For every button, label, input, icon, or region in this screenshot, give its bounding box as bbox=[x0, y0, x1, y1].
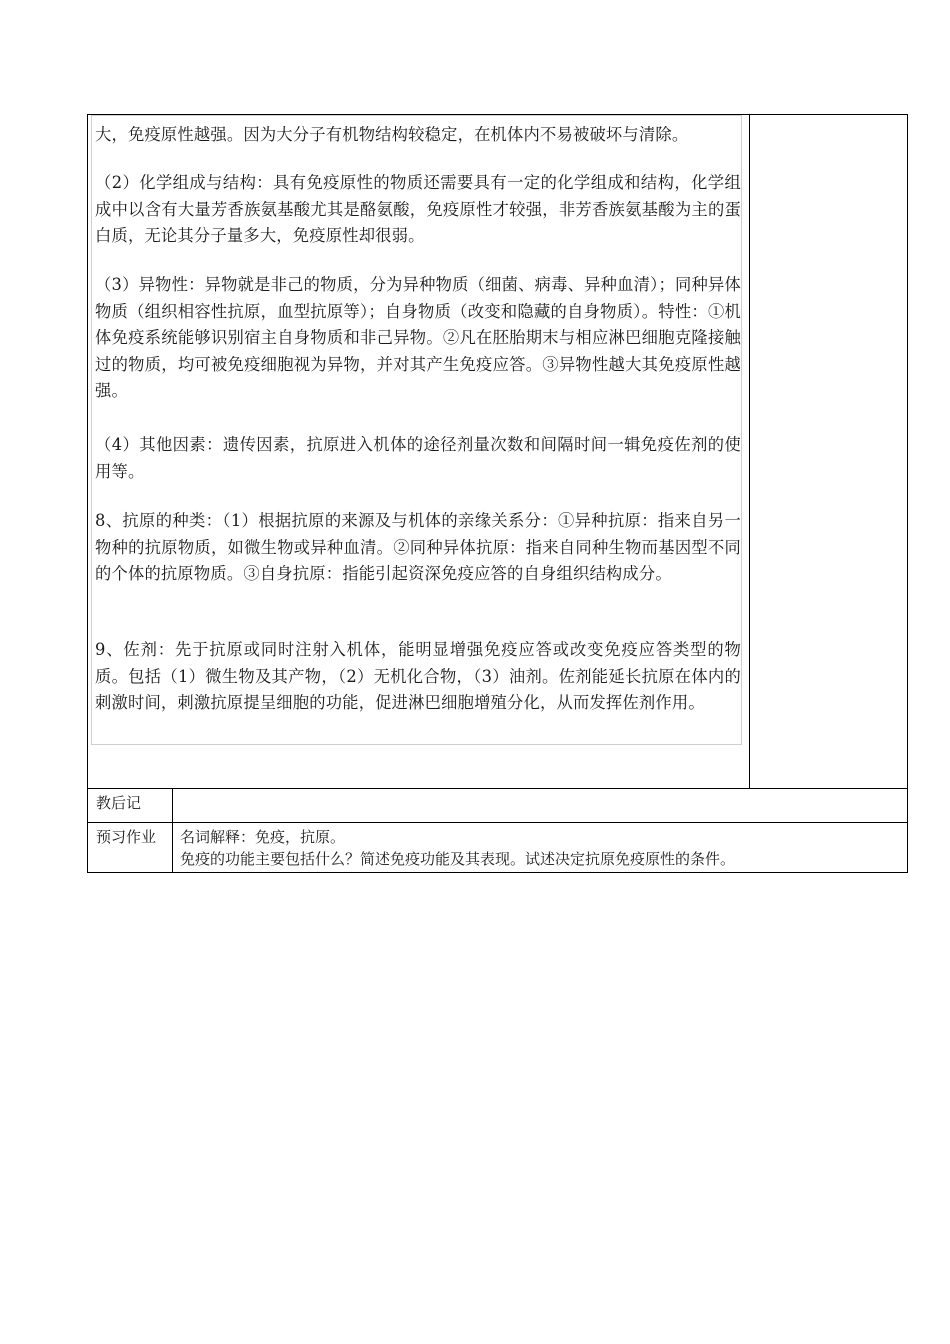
table-left-border bbox=[87, 114, 88, 873]
paragraph-other-factors: （4）其他因素：遗传因素，抗原进入机体的途径剂量次数和间隔时间一辑免疫佐剂的使用等。 bbox=[95, 435, 741, 481]
row-divider-reflection bbox=[87, 788, 908, 789]
row-divider-homework bbox=[87, 822, 908, 823]
table-bottom-border bbox=[87, 872, 908, 873]
paragraph-foreignness: （3）异物性：异物就是非己的物质，分为异种物质（细菌、病毒、异种血清）；同种异体物质（组织相容性抗原，血型抗原等）；自身物质（改变和隐藏的自身物质）。特性：①机体免疫系统能够识别宿主自身物质和非己异物。②凡在胚胎期末与相应淋巴细胞克隆接触过的物质，均可被免疫细胞视为异物，并对其产生免疫应答。③异物性越大其免疫原性越强。 bbox=[95, 275, 741, 400]
paragraph-antigen-types: 8、抗原的种类：（1）根据抗原的来源及与机体的亲缘关系分：①异种抗原：指来自另一物种的抗原物质，如微生物或异种血清。②同种异体抗原：指来自同种生物而基因型不同的个体的抗原物质。③自身抗原：指能引起资深免疫应答的自身组织结构成分。 bbox=[95, 511, 741, 583]
table-right-border bbox=[907, 114, 908, 873]
homework-line-1: 名词解释：免疫，抗原。 bbox=[180, 828, 346, 846]
paragraph-chemical-composition: （2）化学组成与结构：具有免疫原性的物质还需要具有一定的化学组成和结构，化学组成中以含有大量芳香族氨基酸尤其是酪氨酸，免疫原性才较强，非芳香族氨基酸为主的蛋白质，无论其分子量多大，免疫原性却很弱。 bbox=[95, 173, 741, 245]
label-column-divider bbox=[172, 788, 173, 873]
reflection-label: 教后记 bbox=[96, 794, 142, 812]
content-column-divider bbox=[749, 114, 750, 788]
homework-label: 预习作业 bbox=[96, 828, 157, 846]
paragraph-molecular-size: 大，免疫原性越强。因为大分子有机物结构较稳定，在机体内不易被破坏与清除。 bbox=[95, 125, 689, 144]
paragraph-adjuvant: 9、佐剂：先于抗原或同时注射入机体，能明显增强免疫应答或改变免疫应答类型的物质。包括（1）微生物及其产物，（2）无机化合物，（3）油剂。佐剂能延长抗原在体内的刺激时间，刺激抗原提呈细胞的功能，促进淋巴细胞增殖分化，从而发挥佐剂作用。 bbox=[95, 640, 741, 712]
homework-line-2: 免疫的功能主要包括什么？简述免疫功能及其表现。试述决定抗原免疫原性的条件。 bbox=[180, 850, 736, 868]
